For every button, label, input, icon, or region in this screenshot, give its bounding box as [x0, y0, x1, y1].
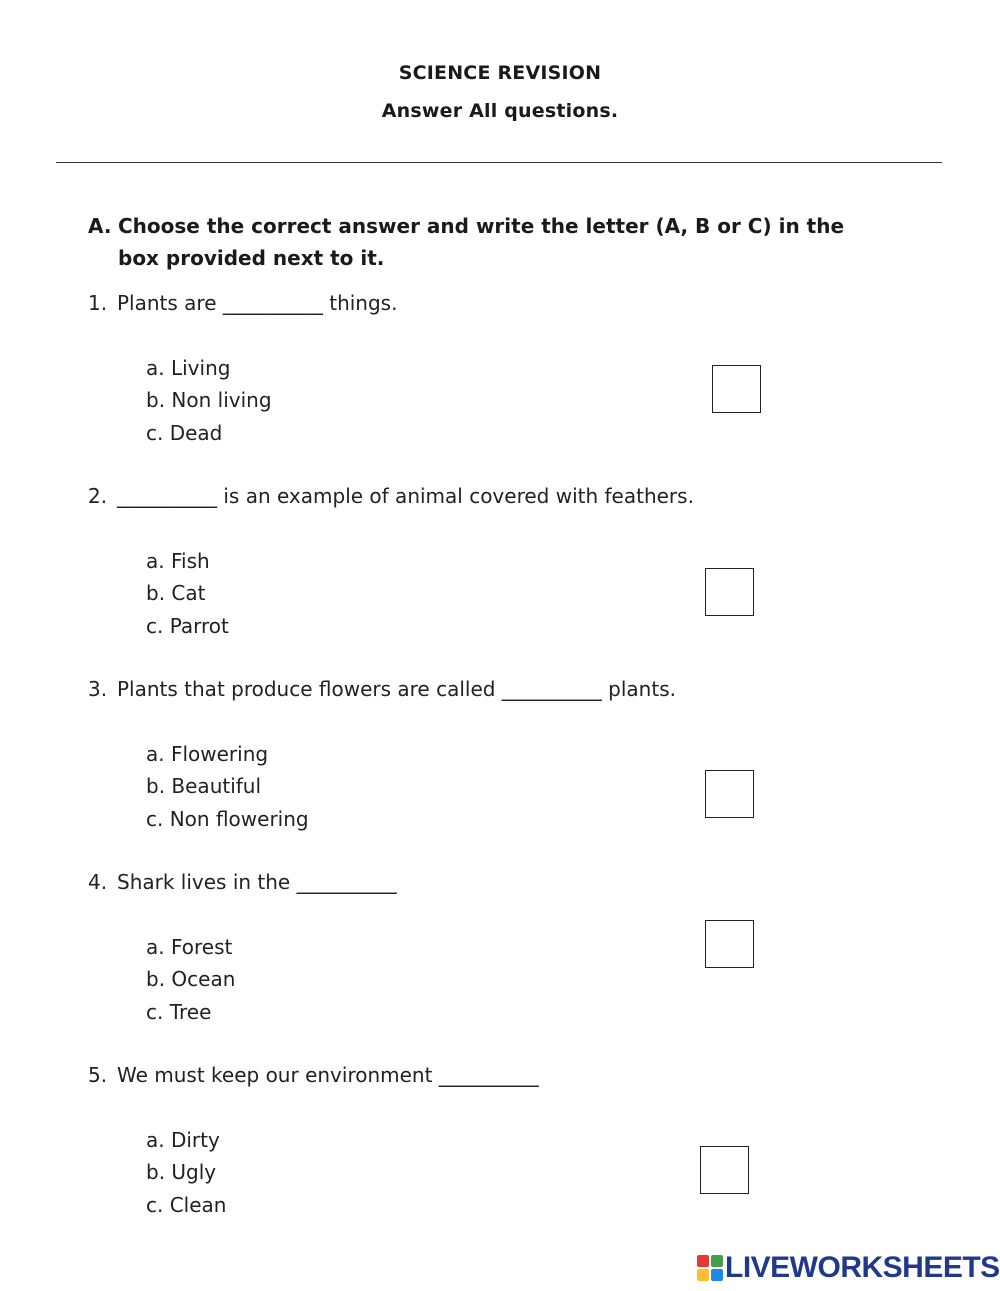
- options-2: [146, 545, 229, 642]
- option-b: b. Cat: [146, 581, 206, 606]
- option-c: c. Non flowering: [146, 806, 309, 831]
- option-b: b. Ugly: [146, 1160, 217, 1185]
- section-a-instruction: [88, 210, 888, 274]
- question-number: 1.: [88, 291, 108, 315]
- question-number: 5.: [88, 1063, 108, 1087]
- page-subtitle: Answer All questions.: [381, 100, 619, 122]
- question-number: 3.: [88, 677, 108, 701]
- options-3: [146, 738, 309, 835]
- options-4: [146, 931, 235, 1028]
- logo-blocks-icon: [697, 1255, 723, 1281]
- options-5: [146, 1124, 226, 1221]
- question-stem: Shark lives in the __________: [117, 870, 397, 894]
- option-a: a. Forest: [146, 935, 233, 959]
- option-b: b. Non living: [146, 388, 272, 413]
- answer-box-4[interactable]: [705, 920, 754, 968]
- option-b: b. Beautiful: [146, 774, 262, 799]
- liveworksheets-logo: [697, 1251, 1000, 1285]
- section-letter: A.: [88, 214, 112, 238]
- option-a: a. Living: [146, 356, 231, 380]
- page-title: SCIENCE REVISION: [398, 62, 602, 84]
- logo-text: LIVEWORKSHEETS: [725, 1251, 1000, 1284]
- option-b: b. Ocean: [146, 967, 236, 992]
- option-a: a. Dirty: [146, 1128, 220, 1152]
- question-stem: We must keep our environment __________: [117, 1063, 539, 1087]
- answer-box-5[interactable]: [700, 1146, 749, 1194]
- option-c: c. Tree: [146, 999, 212, 1024]
- answer-box-1[interactable]: [712, 365, 761, 413]
- divider: [56, 162, 942, 163]
- option-c: c. Parrot: [146, 613, 229, 638]
- question-stem: Plants that produce flowers are called __________ plants.: [117, 677, 676, 701]
- question-stem: __________ is an example of animal covered with feathers.: [117, 484, 694, 508]
- section-instruction-text: Choose the correct answer and write the letter (A, B or C) in the box provided next to it.: [118, 214, 845, 270]
- option-a: a. Flowering: [146, 742, 269, 766]
- answer-box-3[interactable]: [705, 770, 754, 818]
- option-c: c. Dead: [146, 420, 223, 445]
- option-a: a. Fish: [146, 549, 210, 573]
- option-c: c. Clean: [146, 1192, 227, 1217]
- question-number: 2.: [88, 484, 108, 508]
- answer-box-2[interactable]: [705, 568, 754, 616]
- options-1: [146, 352, 272, 449]
- question-stem: Plants are __________ things.: [117, 291, 398, 315]
- question-number: 4.: [88, 870, 108, 894]
